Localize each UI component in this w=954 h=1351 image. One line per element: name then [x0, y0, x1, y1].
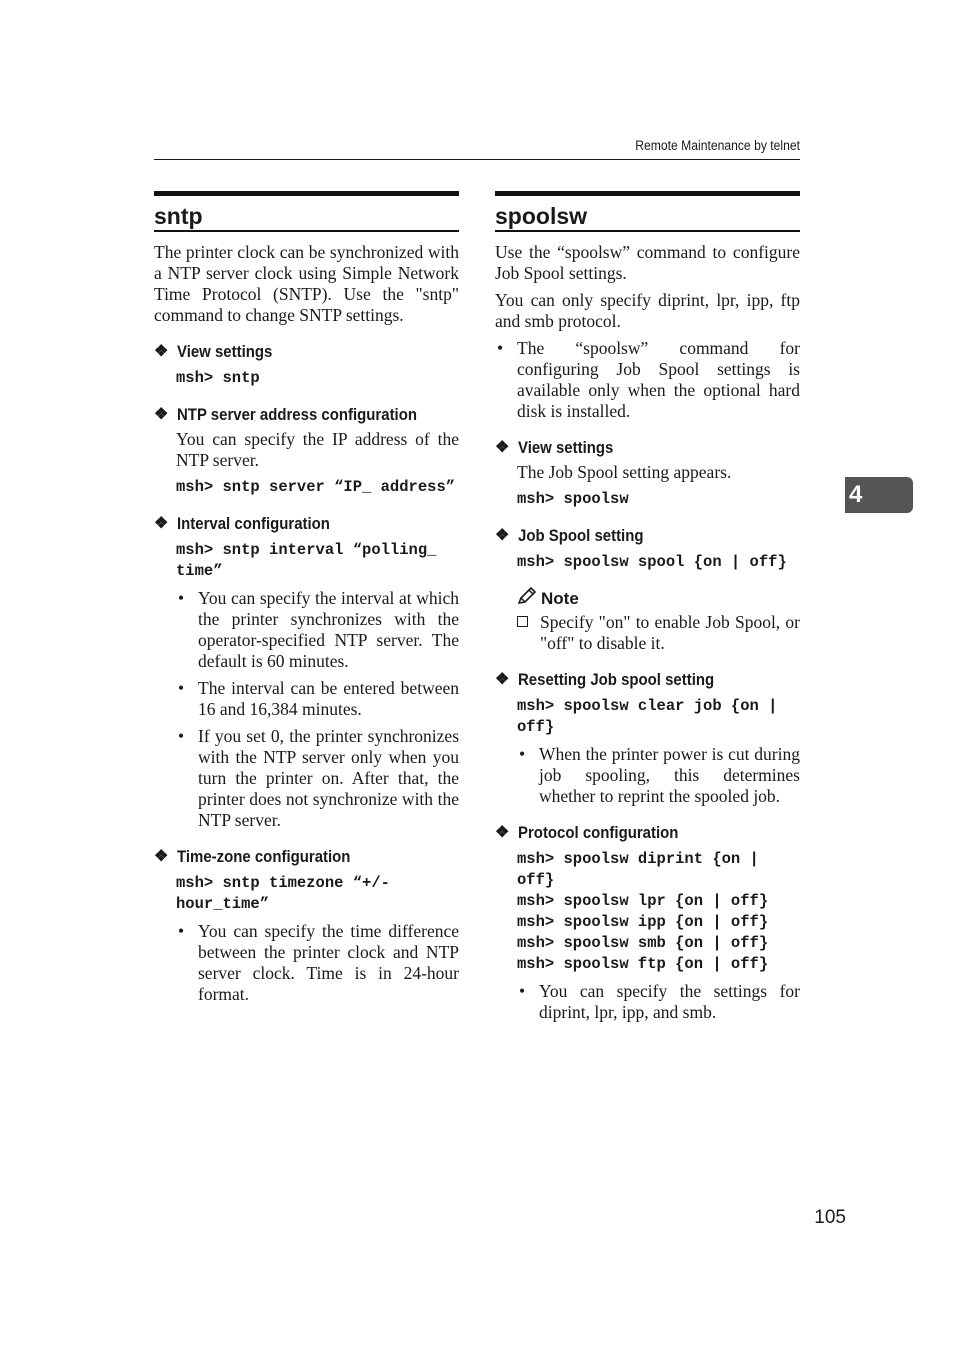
- code-line: msh> sntp timezone “+/- hour_time”: [176, 874, 400, 913]
- note-heading: Note: [517, 587, 800, 610]
- section-title-sntp: sntp: [154, 191, 459, 232]
- page-number: 105: [814, 1207, 846, 1228]
- code-block: [517, 552, 800, 573]
- list-item: • If you set 0, the printer synchronizes with the NTP server only when you turn the printer on. After that, the printer does not synchronize with the NTP server.: [176, 726, 459, 831]
- sntp-intro: The printer clock can be synchronized with a NTP server clock using Simple Network Time Protocol (SNTP). Use the "sntp" command to change SNTP settings.: [154, 242, 459, 325]
- code-block: [517, 696, 800, 738]
- diamond-bullet-icon: ❖: [495, 527, 510, 544]
- diamond-bullet-icon: ❖: [154, 848, 169, 865]
- code-line: msh> spoolsw: [517, 490, 629, 508]
- code-block: [517, 849, 800, 975]
- subheading-timezone: ❖ Time-zone configuration: [154, 847, 351, 866]
- timezone-bullets: [176, 921, 459, 1005]
- chapter-tab: 4: [845, 477, 913, 513]
- code-line: msh> spoolsw ftp {on | off}: [517, 955, 769, 973]
- code-line: msh> spoolsw clear job {on | off}: [517, 697, 787, 736]
- diamond-bullet-icon: ❖: [154, 343, 169, 360]
- pencil-icon: [517, 587, 537, 610]
- list-item: • You can specify the interval at which the printer synchronizes with the operator-specified NTP server. The default is 60 minutes.: [176, 588, 459, 672]
- subheading-job-spool: ❖ Job Spool setting: [495, 526, 644, 545]
- diamond-bullet-icon: ❖: [154, 406, 169, 423]
- code-line: msh> sntp: [176, 369, 260, 387]
- header-rule: [154, 159, 800, 160]
- code-line: msh> spoolsw ipp {on | off}: [517, 913, 769, 931]
- diamond-bullet-icon: ❖: [154, 515, 169, 532]
- spoolsw-column: [495, 191, 800, 1029]
- sntp-column: [154, 191, 459, 1011]
- interval-bullets: [176, 588, 459, 831]
- running-header: Remote Maintenance by telnet: [635, 138, 800, 153]
- diamond-bullet-icon: ❖: [495, 671, 510, 688]
- subheading-view-settings: ❖ View settings: [154, 342, 273, 361]
- code-block: [176, 873, 459, 915]
- code-line: msh> spoolsw smb {on | off}: [517, 934, 769, 952]
- list-item: • The “spoolsw” command for configuring Job Spool settings is available only when the optional hard disk is installed.: [495, 338, 800, 422]
- spoolsw-intro-1: Use the “spoolsw” command to configure Job Spool settings.: [495, 242, 800, 283]
- code-block: [176, 540, 459, 582]
- ntp-description: You can specify the IP address of the NTP server.: [176, 429, 459, 470]
- code-line: msh> spoolsw lpr {on | off}: [517, 892, 769, 910]
- subheading-interval: ❖ Interval configuration: [154, 514, 330, 533]
- note-item: Specify "on" to enable Job Spool, or "off" to disable it.: [517, 612, 800, 654]
- diamond-bullet-icon: ❖: [495, 824, 510, 841]
- list-item: • The interval can be entered between 16 and 16,384 minutes.: [176, 678, 459, 720]
- protocol-bullets: [517, 981, 800, 1023]
- code-block: [176, 368, 459, 389]
- subheading-reset-job-spool: ❖ Resetting Job spool setting: [495, 670, 715, 689]
- code-line: msh> sntp server “IP_ address”: [176, 478, 456, 496]
- view-description: The Job Spool setting appears.: [517, 462, 732, 482]
- checkbox-square-icon: [517, 616, 528, 627]
- diamond-bullet-icon: ❖: [495, 439, 510, 456]
- subheading-ntp-server: ❖ NTP server address configuration: [154, 405, 417, 424]
- reset-bullets: [517, 744, 800, 807]
- list-item: • You can specify the settings for diprint, lpr, ipp, and smb.: [517, 981, 800, 1023]
- code-block: [517, 489, 800, 510]
- code-line: msh> spoolsw spool {on | off}: [517, 553, 787, 571]
- section-title-spoolsw: spoolsw: [495, 191, 800, 232]
- list-item: • When the printer power is cut during job spooling, this determines whether to reprint the spooled job.: [517, 744, 800, 807]
- code-line: msh> sntp interval “polling_ time”: [176, 541, 446, 580]
- spoolsw-intro-2: You can only specify diprint, lpr, ipp, ftp and smb protocol.: [495, 290, 800, 331]
- subheading-view-settings: ❖ View settings: [495, 438, 614, 457]
- spoolsw-intro-bullets: [495, 338, 800, 422]
- code-block: [176, 477, 459, 498]
- subheading-protocol: ❖ Protocol configuration: [495, 823, 679, 842]
- list-item: • You can specify the time difference between the printer clock and NTP server clock. Time is in 24-hour format.: [176, 921, 459, 1005]
- code-line: msh> spoolsw diprint {on | off}: [517, 850, 769, 889]
